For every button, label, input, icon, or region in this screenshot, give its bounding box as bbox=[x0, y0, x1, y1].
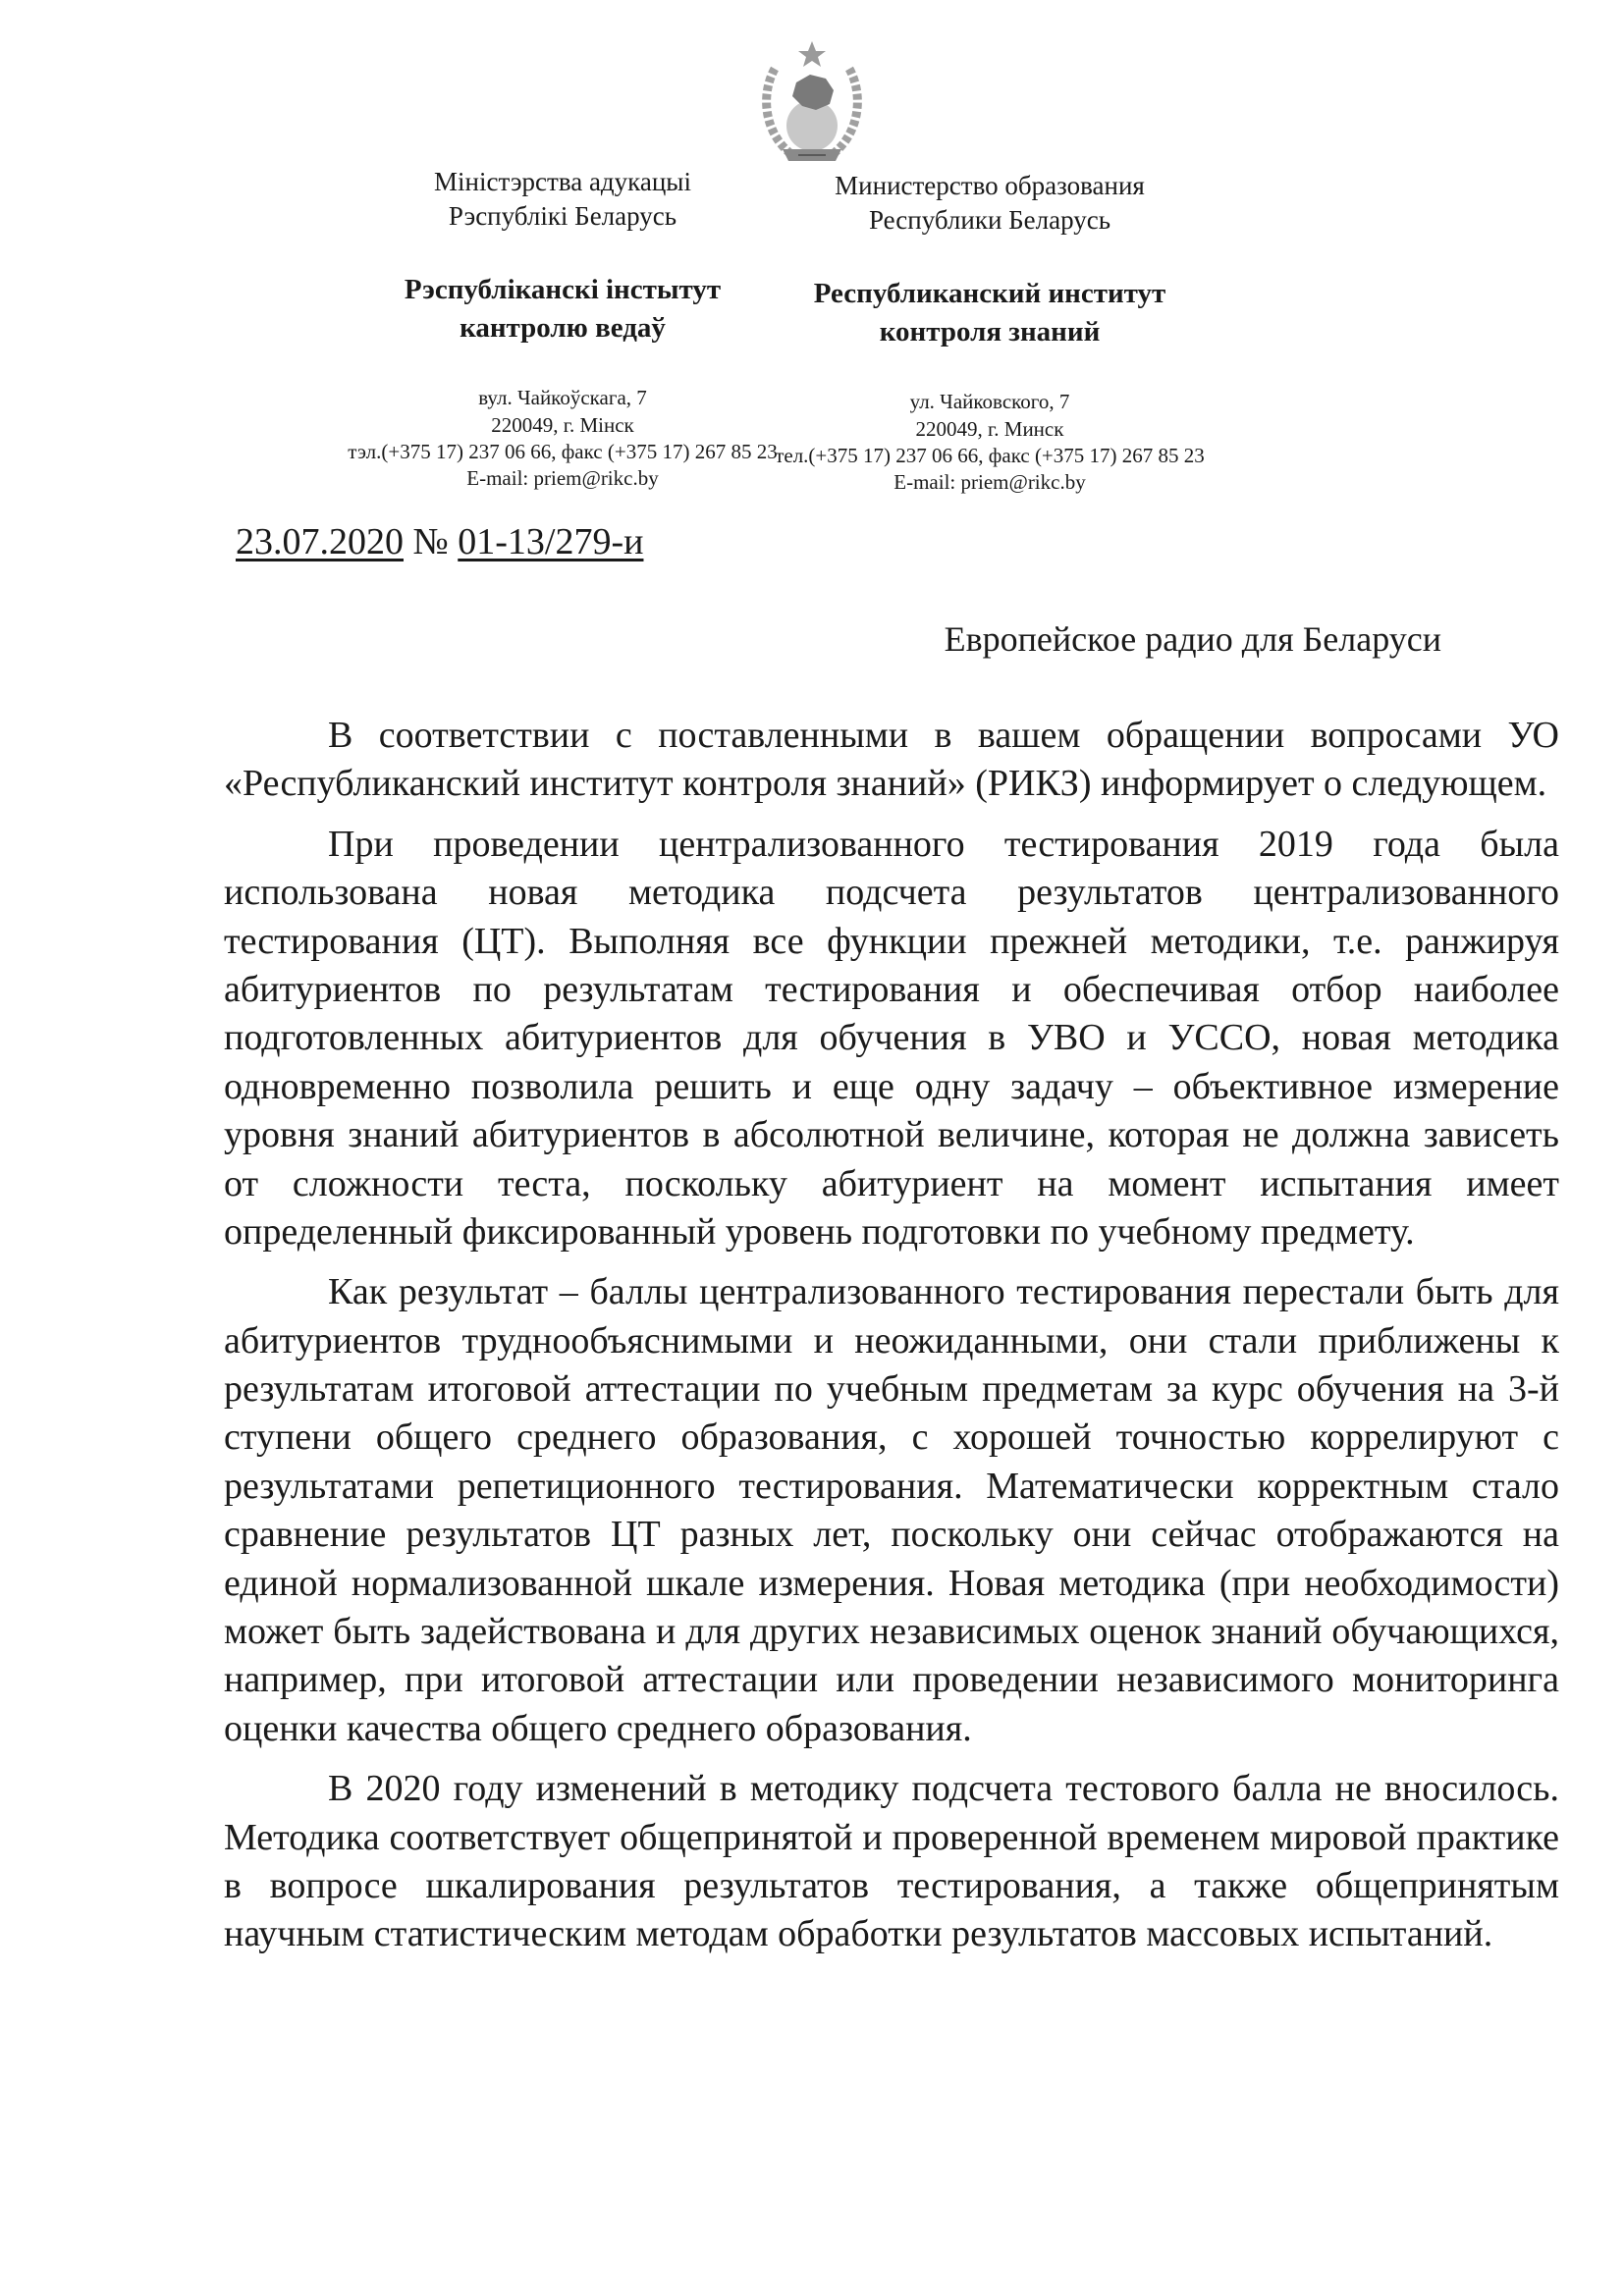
body-paragraph: При проведении централизованного тестирования 2019 года была использована новая методика подсчета результатов централизованного тестирования (ЦТ). Выполняя все функции прежней методики, т.е. ранжируя абитуриентов по результатам тестирования и обеспечивая отбор наиболее подготовленных абитуриентов для обучения в УВО и УССО, новая методика одновременно позволила решить и еще одну задачу – объективное измерение уровня знаний абитуриентов в абсолютной величине, которая не должна зависеть от сложности теста, поскольку абитуриент на момент испытания имеет определенный фиксированный уровень подготовки по учебному предмету. bbox=[224, 823, 1559, 1253]
letter-body bbox=[224, 712, 1559, 1971]
registration-line bbox=[236, 520, 643, 563]
body-paragraph: В 2020 году изменений в методику подсчета тестового балла не вносилось. Методика соответствует общепринятой и проверенной временем мировой практике в вопросе шкалирования результатов тестирования, а также общепринятым научным статистическим методам обработки результатов массовых испытаний. bbox=[224, 1768, 1559, 1955]
address-block-ru: ул. Чайковского, 7 220049, г. Минск тел.(+375 17) 237 06 66, факс (+375 17) 267 85 23 E-mail: priem@rikc.by bbox=[775, 390, 1205, 495]
registration-date: 23.07.2020 bbox=[236, 521, 404, 562]
ministry-name-ru: Министерство образования Республики Беларусь bbox=[835, 171, 1145, 236]
header-right-russian bbox=[685, 169, 1294, 497]
address-block-be: вул. Чайкоўскага, 7 220049, г. Мінск тэл.(+375 17) 237 06 66, факс (+375 17) 267 85 23 E-mail: priem@rikc.by bbox=[348, 386, 778, 491]
body-paragraph: Как результат – баллы централизованного тестирования перестали быть для абитуриентов труднообъяснимыми и неожиданными, они стали приближены к результатам итоговой аттестации по учебным предметам за курс обучения на 3-й ступени общего среднего образования, с хорошей точностью коррелируют с результатами репетиционного тестирования. Математически корректным стало сравнение результатов ЦТ разных лет, поскольку они сейчас отображаются на единой нормализованной шкале измерения. Новая методика (при необходимости) может быть задействована и для других независимых оценок знаний обучающихся, например, при итоговой аттестации или проведении независимого мониторинга оценки качества общего среднего образования. bbox=[224, 1271, 1559, 1749]
institute-name-be: Рэспубліканскі інстытут кантролю ведаў bbox=[404, 274, 722, 345]
addressee: Европейское радио для Беларуси bbox=[944, 619, 1441, 659]
body-paragraph: В соответствии с поставленными в вашем обращении вопросами УО «Республиканский институт контроля знаний» (РИКЗ) информирует о следующем. bbox=[224, 715, 1559, 805]
number-sign: № bbox=[412, 521, 449, 562]
state-emblem-icon bbox=[753, 39, 871, 167]
institute-name-ru: Республиканский институт контроля знаний bbox=[813, 278, 1166, 348]
ministry-name-be: Міністэрства адукацыі Рэспублікі Беларусь bbox=[434, 167, 691, 232]
registration-number: 01-13/279-и bbox=[458, 521, 644, 562]
